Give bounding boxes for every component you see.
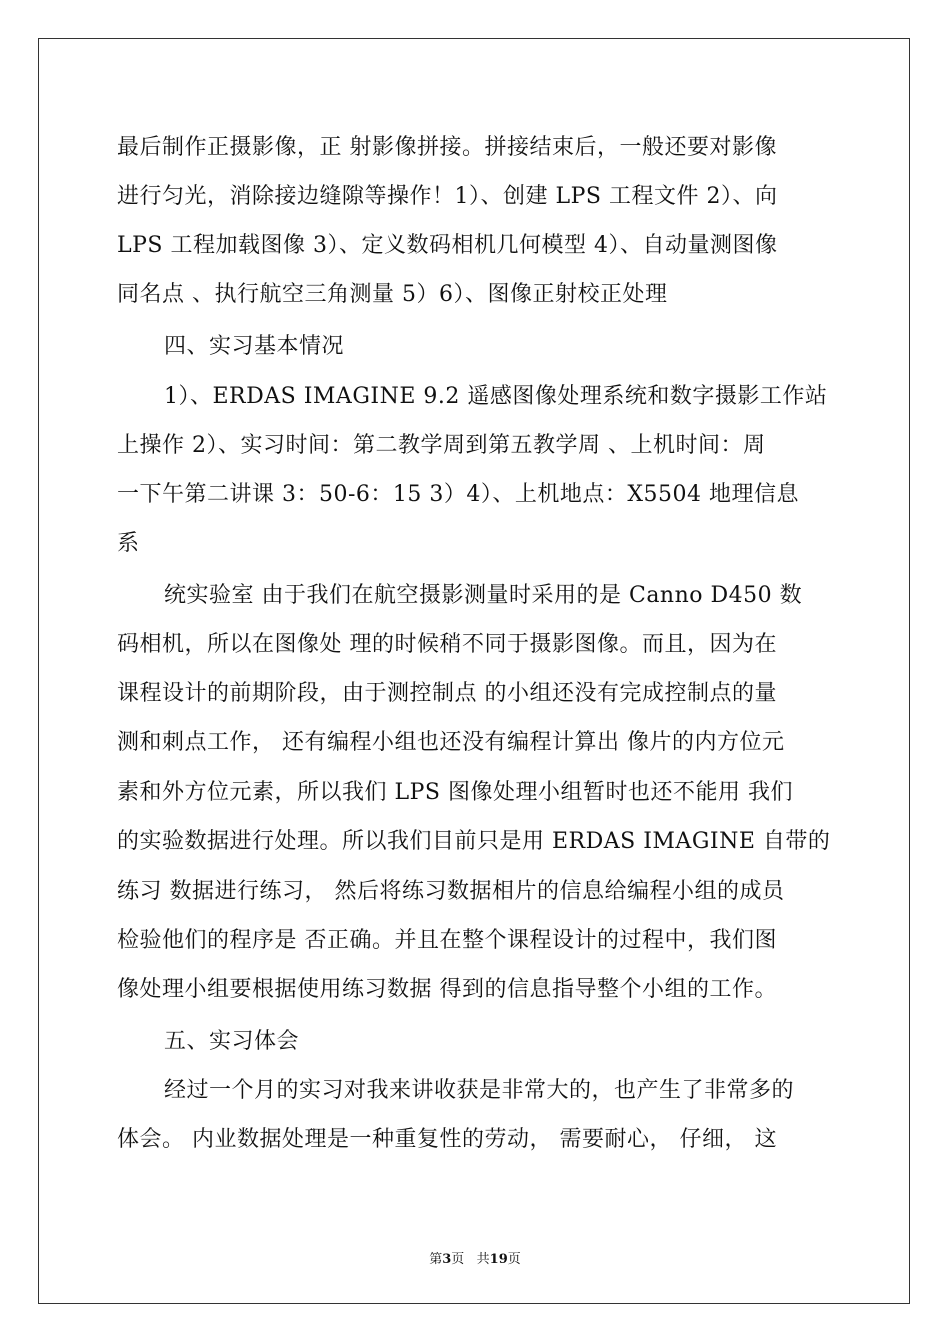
text-line: 统实验室 由于我们在航空摄影测量时采用的是 Canno D450 数 (164, 583, 803, 608)
text-line: 像处理小组要根据使用练习数据 得到的信息指导整个小组的工作。 (117, 977, 777, 1002)
footer-page-suffix: 页 (507, 1252, 521, 1267)
text-line: 课程设计的前期阶段，由于测控制点 的小组还没有完成控制点的量 (117, 681, 777, 706)
text-line: 最后制作正摄影像，正 射影像拼接。拼接结束后，一般还要对影像 (117, 135, 777, 160)
text-line: 码相机，所以在图像处 理的时候稍不同于摄影图像。而且，因为在 (117, 632, 777, 657)
text-line: 同名点 、执行航空三角测量 5）6）、图像正射校正处理 (117, 282, 668, 307)
footer-page-current: 3 (442, 1252, 452, 1267)
footer-page-mid: 页 共 (451, 1252, 490, 1267)
footer-page-prefix: 第 (429, 1252, 443, 1267)
footer-page-total: 19 (489, 1252, 508, 1267)
text-line: LPS 工程加载图像 3）、定义数码相机几何模型 4）、自动量测图像 (117, 233, 778, 258)
text-line: 上操作 2）、实习时间：第二教学周到第五教学周 、上机时间：周 (117, 433, 766, 458)
text-line: 进行匀光，消除接边缝隙等操作！1）、创建 LPS 工程文件 2）、向 (117, 184, 778, 209)
text-line: 检验他们的程序是 否正确。并且在整个课程设计的过程中，我们图 (117, 928, 777, 953)
text-line: 一下午第二讲课 3：50-6：15 3）4）、上机地点：X5504 地理信息 (117, 482, 800, 507)
text-line: 1）、ERDAS IMAGINE 9.2 遥感图像处理系统和数字摄影工作站 (164, 384, 828, 409)
text-line: 的实验数据进行处理。所以我们目前只是用 ERDAS IMAGINE 自带的 (117, 829, 831, 854)
text-line: 经过一个月的实习对我来讲收获是非常大的，也产生了非常多的 (164, 1078, 795, 1103)
text-line: 素和外方位元素，所以我们 LPS 图像处理小组暂时也还不能用 我们 (117, 780, 793, 805)
section-heading: 五、实习体会 (164, 1029, 300, 1054)
section-heading: 四、实习基本情况 (164, 334, 345, 359)
text-line: 体会。 内业数据处理是一种重复性的劳动， 需要耐心， 仔细， 这 (117, 1127, 777, 1152)
text-line: 系 (117, 531, 140, 556)
text-line: 测和刺点工作， 还有编程小组也还没有编程计算出 像片的内方位元 (117, 730, 785, 755)
page-footer (0, 1248, 950, 1267)
text-line: 练习 数据进行练习， 然后将练习数据相片的信息给编程小组的成员 (117, 879, 785, 904)
